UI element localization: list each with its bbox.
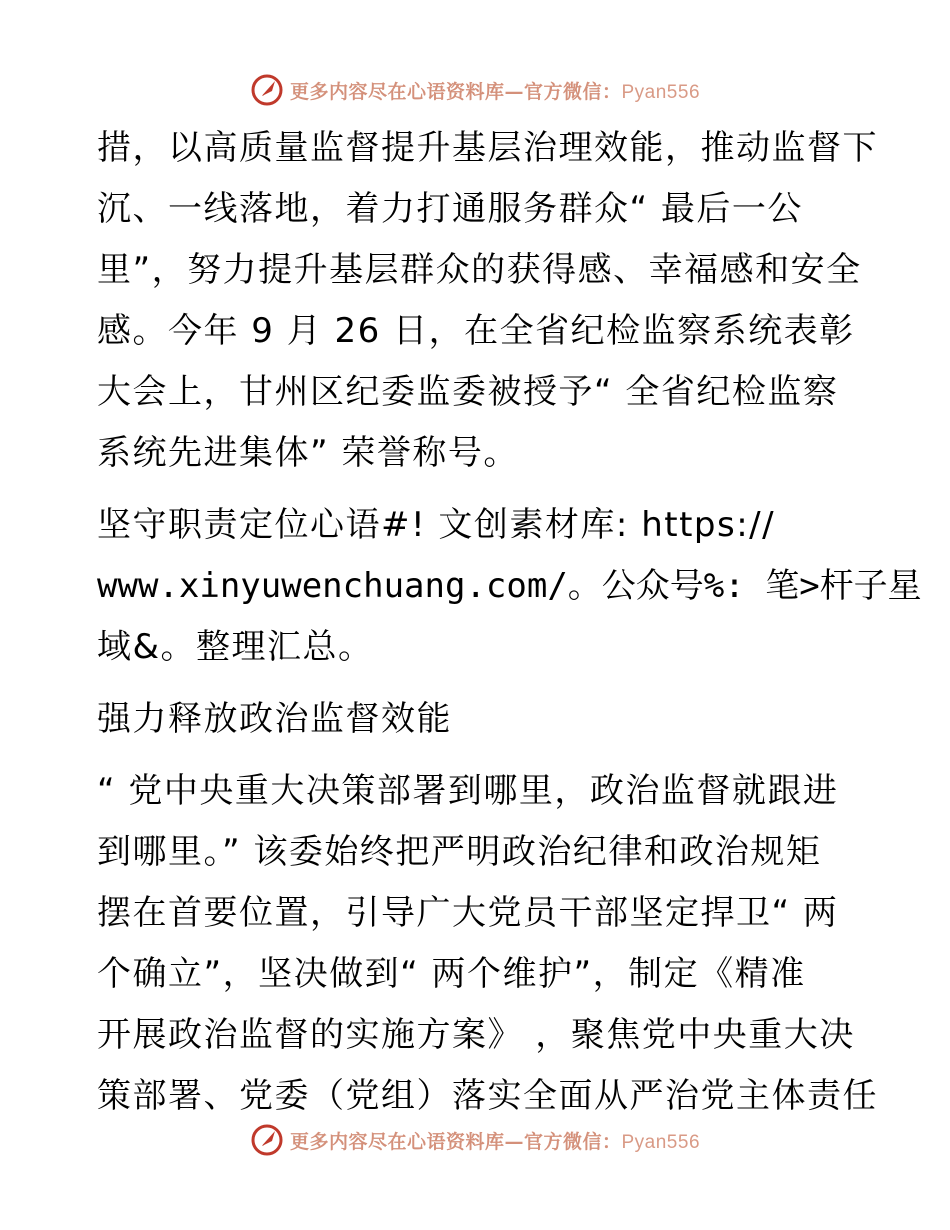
- text-line: 措，以高质量监督提升基层治理效能，推动监督下: [97, 128, 878, 168]
- text-line: 坚守职责定位心语#! 文创素材库: https://: [97, 505, 776, 545]
- text-line: 域&。整理汇总。: [97, 627, 374, 667]
- paragraph-2: [97, 495, 922, 678]
- text-line: “ 党中央重大决策部署到哪里，政治监督就跟进: [97, 771, 839, 811]
- quill-logo-icon: [250, 1123, 284, 1157]
- text-line: 摆在首要位置，引导广大党员干部坚定捍卫“ 两: [97, 893, 839, 933]
- watermark-text: 更多内容尽在心语资料库—官方微信：Pyan556: [289, 80, 701, 103]
- document-body: [97, 118, 922, 1138]
- text-line: 到哪里。” 该委始终把严明政治纪律和政治规矩: [97, 832, 822, 872]
- watermark-text: 更多内容尽在心语资料库—官方微信：Pyan556: [289, 1130, 701, 1153]
- text-line: 个确立”，坚决做到“ 两个维护”，制定《精准: [97, 954, 806, 994]
- footer-watermark: [0, 1120, 950, 1160]
- quill-logo-icon: [250, 73, 284, 107]
- text-line: 沉、一线落地，着力打通服务群众“ 最后一公: [97, 189, 803, 229]
- heading-text: 强力释放政治监督效能: [97, 699, 452, 739]
- paragraph-3: [97, 761, 878, 1127]
- text-line: 大会上，甘州区纪委监委被授予“ 全省纪检监察: [97, 372, 839, 412]
- text-line: 感。今年 9 月 26 日，在全省纪检监察系统表彰: [97, 311, 855, 351]
- header-watermark: [0, 70, 950, 110]
- text-line: 里”，努力提升基层群众的获得感、幸福感和安全: [97, 250, 862, 290]
- paragraph-1: [97, 118, 878, 484]
- section-heading: [97, 689, 857, 750]
- text-line: 策部署、党委（党组）落实全面从严治党主体责任: [97, 1076, 878, 1116]
- text-line: 系统先进集体” 荣誉称号。: [97, 433, 519, 473]
- text-line-url: www.xinyuwenchuang.com/。公众号%: 笔>杆子星: [97, 566, 922, 606]
- text-line: 开展政治监督的实施方案》 ，聚焦党中央重大决: [97, 1015, 855, 1055]
